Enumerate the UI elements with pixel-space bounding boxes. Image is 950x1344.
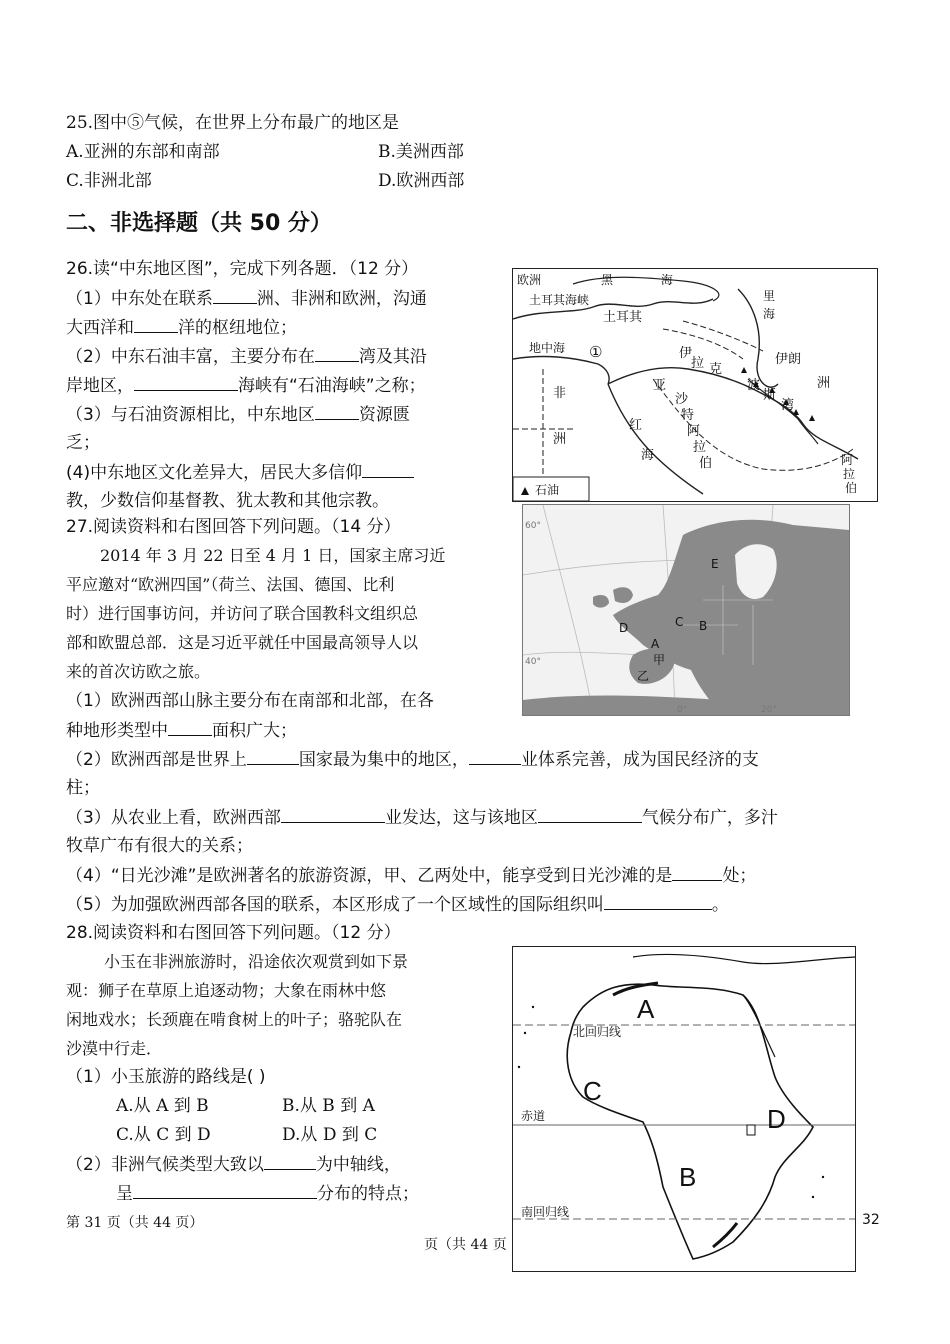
answer-blank[interactable] [538, 806, 642, 823]
label-circle-1: ① [589, 343, 603, 361]
q28-passage-2: 观：狮子在草原上追逐动物；大象在雨林中悠 [66, 981, 387, 1000]
africa-map [512, 946, 856, 1272]
q28-passage-4: 沙漠中行走． [66, 1039, 163, 1058]
label-lon20: 20° [761, 705, 777, 715]
answer-blank[interactable] [315, 403, 359, 420]
label-c: C [583, 1076, 602, 1106]
label-jia: 甲 [653, 653, 666, 667]
answer-blank[interactable] [264, 1153, 316, 1170]
footer-right: 32 [862, 1212, 880, 1228]
q27-line6: 牧草广布有很大的关系； [66, 836, 253, 856]
label-equator: 赤道 [521, 1109, 546, 1123]
q25-option-c: C.非洲北部 [66, 171, 152, 191]
label-iraq-3: 克 [709, 362, 723, 377]
q28-option-c: C.从 C 到 D [116, 1125, 211, 1145]
q28-passage-3: 闲地戏水；长颈鹿在啃食树上的叶子；骆驼队在 [66, 1010, 403, 1029]
q27-stem: 27.阅读资料和右图回答下列问题。（14 分） [66, 517, 401, 537]
q27-line8: （5）为加强欧洲西部各国的联系，本区形成了一个区域性的国际组织叫 。 [66, 895, 729, 915]
q28-option-d: D.从 D 到 C [282, 1125, 378, 1145]
q28-line2: （2）非洲气候类型大致以 为中轴线， [66, 1155, 401, 1175]
label-saudi-2: 沙 [675, 392, 689, 407]
label-gulf-3: 湾 [781, 398, 795, 413]
answer-blank[interactable] [469, 748, 521, 765]
q25-option-b: B.美洲西部 [378, 142, 464, 162]
label-tropic-north: 北回归线 [573, 1025, 622, 1039]
label-arabian-1: 阿 [841, 453, 854, 467]
label-b: B [699, 619, 708, 633]
q25-option-a: A.亚洲的东部和南部 [66, 142, 220, 162]
label-africa-1: 非 [553, 386, 567, 401]
q27-line1: （1）欧洲西部山脉主要分布在南部和北部，在各 [66, 691, 434, 711]
q26-line5: （3）与石油资源相比，中东地区 资源匮 [66, 405, 410, 425]
q26-line4: 岸地区， 海峡有“石油海峡”之称； [66, 376, 426, 396]
label-tropic-south: 南回归线 [521, 1205, 570, 1219]
answer-blank[interactable] [168, 719, 212, 736]
label-saudi-5: 拉 [693, 440, 707, 455]
q25-option-d: D.欧洲西部 [378, 171, 465, 191]
answer-blank[interactable] [672, 864, 722, 881]
answer-blank[interactable] [281, 806, 385, 823]
q27-line3: （2）欧洲西部是世界上 国家最为集中的地区， 业体系完善，成为国民经济的支 [66, 750, 759, 770]
label-saudi-4: 阿 [687, 424, 701, 439]
label-e: E [711, 557, 719, 571]
q28-stem: 28.阅读资料和右图回答下列问题。（12 分） [66, 923, 401, 943]
q26-line8: 教，少数信仰基督教、犹太教和其他宗教。 [66, 491, 389, 511]
legend-oil: 石油 [535, 483, 560, 497]
answer-blank[interactable] [362, 461, 414, 478]
label-d: D [767, 1104, 786, 1134]
answer-blank[interactable] [134, 316, 178, 333]
answer-blank[interactable] [133, 1182, 317, 1199]
label-turkey: 土耳其 [603, 310, 643, 325]
q28-option-a: A.从 A 到 B [116, 1096, 209, 1116]
label-gulf-2: 斯 [763, 388, 777, 403]
footer-left: 第 31 页（共 44 页） [66, 1215, 204, 1231]
q26-stem: 26.读“中东地区图”，完成下列各题．（12 分） [66, 259, 419, 279]
middle-east-map [512, 268, 878, 502]
q27-passage-3: 时）进行国事访问，并访问了联合国教科文组织总 [66, 604, 419, 623]
q28-passage-1: 小玉在非洲旅游时，沿途依次观赏到如下景 [104, 952, 409, 971]
q27-line5: （3）从农业上看，欧洲西部 业发达，这与该地区 气候分布广，多汁 [66, 808, 778, 828]
q27-passage-2: 平应邀对“欧洲四国”（荷兰、法国、德国、比利 [66, 575, 395, 594]
label-caspian-1: 里 [763, 289, 776, 303]
label-caspian-2: 海 [763, 307, 776, 321]
q28-line3: 呈 分布的特点； [116, 1184, 419, 1204]
label-africa-2: 洲 [553, 432, 567, 447]
label-a: A [637, 994, 655, 1024]
q28-line1: （1）小玉旅游的路线是( ) [66, 1067, 266, 1087]
label-mediterranean: 地中海 [529, 341, 566, 355]
q28-option-b: B.从 B 到 A [282, 1096, 375, 1116]
answer-blank[interactable] [134, 374, 238, 391]
label-iraq-1: 伊 [679, 346, 693, 361]
label-yi: 乙 [637, 669, 650, 683]
q27-line7: （4）“日光沙滩”是欧洲著名的旅游资源，甲、乙两处中，能享受到日光沙滩的是 处； [66, 866, 757, 886]
label-d: D [619, 621, 629, 635]
label-saudi-6: 伯 [699, 456, 713, 471]
q26-line6: 乏； [66, 433, 100, 453]
q26-line2: 大西洋和 洋的枢纽地位； [66, 318, 297, 338]
label-black-sea-1: 黑 [601, 273, 614, 287]
q27-passage-5: 来的首次访欧之旅。 [66, 662, 211, 681]
answer-blank[interactable] [315, 345, 359, 362]
label-red-sea-1: 红 [629, 418, 643, 433]
label-a: A [651, 637, 660, 651]
label-iran: 伊朗 [775, 352, 802, 367]
label-lat40: 40° [525, 657, 541, 667]
section2-title: 二、非选择题（共 50 分） [66, 211, 332, 236]
label-asia: 洲 [817, 376, 831, 391]
label-lat60: 60° [525, 521, 541, 531]
label-saudi-1: 亚 [653, 378, 667, 393]
label-gulf-1: 波 [747, 378, 761, 393]
answer-blank[interactable] [247, 748, 299, 765]
q27-line4: 柱； [66, 778, 100, 798]
label-lon0: 0° [677, 705, 688, 715]
footer-center: 页（共 44 页 [424, 1237, 507, 1253]
europe-map [522, 504, 850, 716]
label-europe: 欧洲 [517, 273, 542, 287]
q26-line1: （1）中东处在联系 洲、非洲和欧洲，沟通 [66, 289, 427, 309]
label-iraq-2: 拉 [691, 356, 705, 371]
q26-line7: (4)中东地区文化差异大，居民大多信仰 [66, 461, 414, 484]
label-arabian-3: 伯 [845, 481, 858, 495]
label-saudi-3: 特 [681, 408, 695, 423]
label-black-sea-2: 海 [661, 273, 674, 287]
q25-stem: 25.图中⑤气候，在世界上分布最广的地区是 [66, 113, 400, 133]
q26-line3: （2）中东石油丰富，主要分布在 湾及其沿 [66, 347, 427, 367]
answer-blank[interactable] [213, 287, 257, 304]
label-b: B [679, 1162, 697, 1192]
label-red-sea-2: 海 [641, 448, 655, 463]
label-arabian-2: 拉 [843, 467, 856, 481]
q27-passage-1: 2014 年 3 月 22 日至 4 月 1 日，国家主席习近 [100, 546, 446, 565]
q27-passage-4: 部和欧盟总部．这是习近平就任中国最高领导人以 [66, 633, 419, 652]
label-turkish-strait: 土耳其海峡 [529, 293, 590, 307]
answer-blank[interactable] [604, 893, 712, 910]
label-c: C [675, 615, 684, 629]
q27-line2: 种地形类型中 面积广大； [66, 721, 297, 741]
